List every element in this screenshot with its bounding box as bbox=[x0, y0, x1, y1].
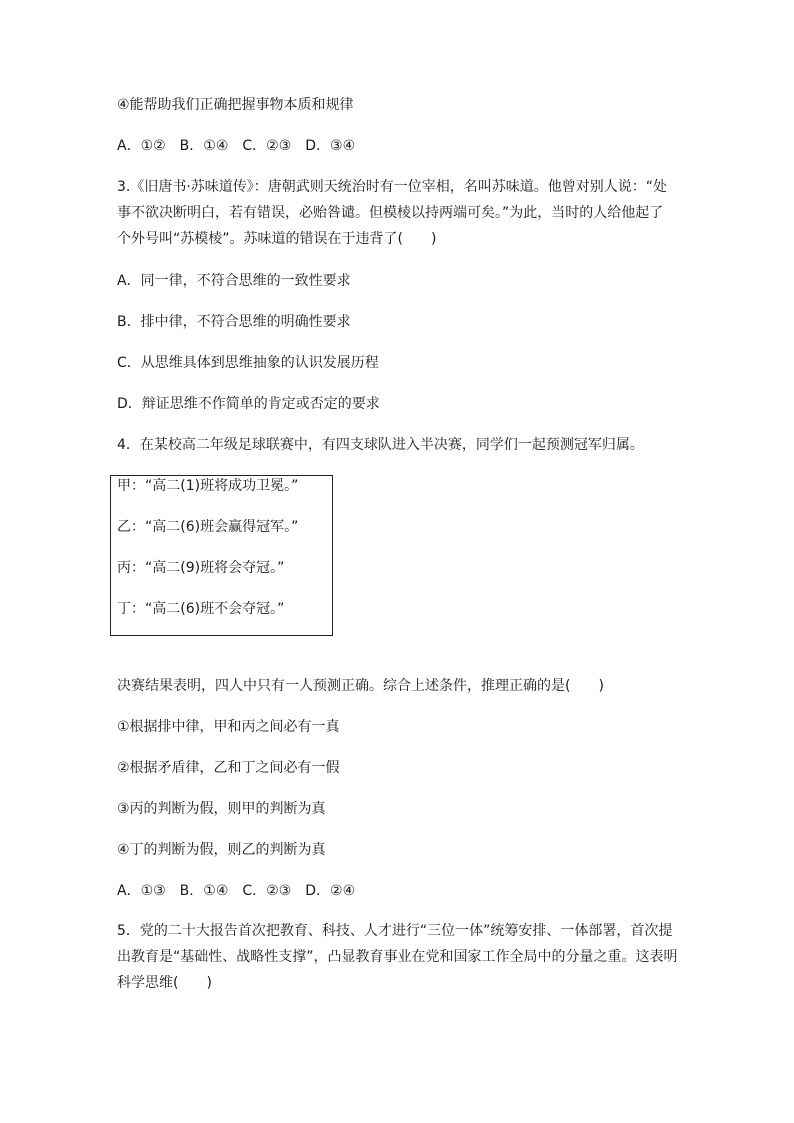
q5-stem-line1: 5．党的二十大报告首次把教育、科技、人才进行“三位一体”统筹安排、一体部署，首次提 bbox=[117, 923, 673, 939]
q3-option-b: B．排中律，不符合思维的明确性要求 bbox=[117, 314, 351, 330]
q3-stem-line1: 3.《旧唐书·苏味道传》：唐朝武则天统治时有一位宰相，名叫苏味道。他曾对别人说：“处 bbox=[117, 179, 668, 195]
prediction-ding: 丁：“高二(6)班不会夺冠。” bbox=[117, 601, 285, 617]
q4-result: 决赛结果表明，四人中只有一人预测正确。综合上述条件，推理正确的是( ) bbox=[117, 678, 604, 694]
q2-options: A．①② B．①④ C．②③ D．③④ bbox=[117, 138, 356, 154]
q4-item2: ②根据矛盾律，乙和丁之间必有一假 bbox=[117, 760, 340, 776]
q4-prediction-box bbox=[110, 475, 333, 636]
q5-stem-line2: 出教育是“基础性、战略性支撑”，凸显教育事业在党和国家工作全局中的分量之重。这表明 bbox=[117, 949, 678, 965]
q3-stem-line2: 事不欲决断明白，若有错误，必贻咎谴。但模棱以持两端可矣。”为此，当时的人给他起了 bbox=[117, 205, 664, 221]
q3-stem-line3: 个外号叫“苏模棱”。苏味道的错误在于违背了( ) bbox=[117, 231, 437, 247]
q3-option-a: A．同一律，不符合思维的一致性要求 bbox=[117, 273, 351, 289]
q3-option-d: D．辩证思维不作简单的肯定或否定的要求 bbox=[117, 396, 380, 412]
prediction-yi: 乙：“高二(6)班会赢得冠军。” bbox=[117, 519, 299, 535]
q4-item3: ③丙的判断为假，则甲的判断为真 bbox=[117, 801, 326, 817]
q3-option-c: C．从思维具体到思维抽象的认识发展历程 bbox=[117, 355, 379, 371]
prediction-bing: 丙：“高二(9)班将会夺冠。” bbox=[117, 560, 285, 576]
prediction-jia: 甲：“高二(1)班将成功卫冕。” bbox=[117, 478, 299, 494]
q4-options: A．①③ B．①④ C．②③ D．②④ bbox=[117, 883, 356, 899]
q4-item1: ①根据排中律，甲和丙之间必有一真 bbox=[117, 719, 340, 735]
q2-item4: ④能帮助我们正确把握事物本质和规律 bbox=[117, 97, 354, 113]
q5-stem-line3: 科学思维( ) bbox=[117, 975, 212, 991]
q4-stem: 4．在某校高二年级足球联赛中，有四支球队进入半决赛，同学们一起预测冠军归属。 bbox=[117, 437, 644, 453]
q4-item4: ④丁的判断为假，则乙的判断为真 bbox=[117, 842, 326, 858]
